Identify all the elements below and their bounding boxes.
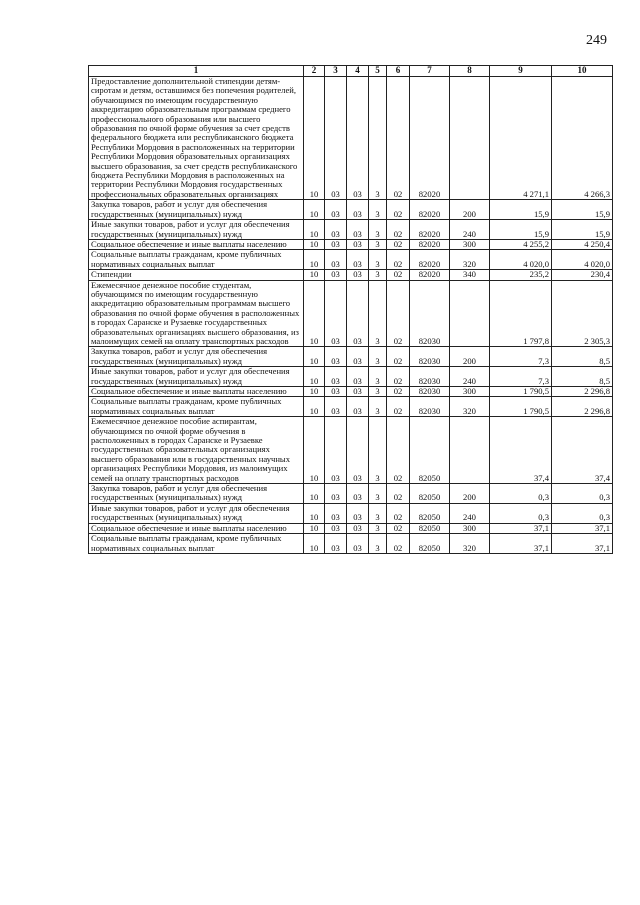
row-c2-cell: 10 <box>304 77 325 200</box>
row-c8-cell: 240 <box>450 220 490 240</box>
row-name-cell: Ежемесячное денежное пособие студентам, обучающимся по имеющим государственную аккредитацию образовательным программам высшего образования по очной форме обучения в расположенных в городах Саранске и Рузаевке государственных образовательных организациях высшего образования, из малоимущих семей на оплату транспортных расходов <box>89 280 304 347</box>
row-name-cell: Социальные выплаты гражданам, кроме публичных нормативных социальных выплат <box>89 534 304 554</box>
row-c4-cell: 03 <box>347 484 369 504</box>
row-c7-cell: 82020 <box>410 250 450 270</box>
row-name-cell: Закупка товаров, работ и услуг для обеспечения государственных (муниципальных) нужд <box>89 200 304 220</box>
row-c6-cell: 02 <box>387 220 410 240</box>
row-c3-cell: 03 <box>325 503 347 523</box>
row-c3-cell: 03 <box>325 250 347 270</box>
row-c9-cell: 7,3 <box>490 367 552 387</box>
row-c2-cell: 10 <box>304 503 325 523</box>
row-c3-cell: 03 <box>325 484 347 504</box>
row-c6-cell: 02 <box>387 523 410 533</box>
row-c4-cell: 03 <box>347 347 369 367</box>
row-c7-cell: 82050 <box>410 417 450 484</box>
row-c3-cell: 03 <box>325 397 347 417</box>
row-name-cell: Предоставление дополнительной стипендии детям-сиротам и детям, оставшимся без попечения родителей, обучающимся по имеющим государственную аккредитацию образовательным программам среднего профессионального образования или высшего образования по очной форме обучения за счет средств федерального бюджета или республиканского бюджета Республики Мордовия в расположенных на территории Республики Мордовия образовательных организациях высшего образования, за счет средств республиканского бюджета Республики Мордовия в расположенных на территории Республики Мордовия государственных профессиональных образовательных организациях <box>89 77 304 200</box>
row-c5-cell: 3 <box>369 220 387 240</box>
row-c7-cell: 82050 <box>410 484 450 504</box>
row-c9-cell: 15,9 <box>490 200 552 220</box>
row-c6-cell: 02 <box>387 397 410 417</box>
row-c2-cell: 10 <box>304 347 325 367</box>
row-c10-cell: 4 020,0 <box>552 250 613 270</box>
row-c10-cell: 37,1 <box>552 523 613 533</box>
row-c5-cell: 3 <box>369 200 387 220</box>
row-c5-cell: 3 <box>369 239 387 249</box>
row-c5-cell: 3 <box>369 417 387 484</box>
row-c9-cell: 0,3 <box>490 484 552 504</box>
row-c3-cell: 03 <box>325 347 347 367</box>
row-c8-cell: 320 <box>450 397 490 417</box>
row-c3-cell: 03 <box>325 220 347 240</box>
row-c5-cell: 3 <box>369 523 387 533</box>
row-c2-cell: 10 <box>304 523 325 533</box>
row-c5-cell: 3 <box>369 534 387 554</box>
row-c6-cell: 02 <box>387 250 410 270</box>
row-c10-cell: 37,4 <box>552 417 613 484</box>
row-c6-cell: 02 <box>387 200 410 220</box>
column-header-8: 8 <box>450 66 490 77</box>
row-c9-cell: 4 255,2 <box>490 239 552 249</box>
row-c8-cell: 200 <box>450 200 490 220</box>
row-c4-cell: 03 <box>347 280 369 347</box>
row-c6-cell: 02 <box>387 417 410 484</box>
row-name-cell: Иные закупки товаров, работ и услуг для обеспечения государственных (муниципальных) нужд <box>89 503 304 523</box>
row-name-cell: Стипендии <box>89 270 304 280</box>
row-c8-cell: 200 <box>450 347 490 367</box>
row-c7-cell: 82020 <box>410 220 450 240</box>
table-row <box>89 77 613 200</box>
table-row <box>89 200 613 220</box>
row-c10-cell: 0,3 <box>552 503 613 523</box>
row-c2-cell: 10 <box>304 534 325 554</box>
column-header-10: 10 <box>552 66 613 77</box>
table-row <box>89 503 613 523</box>
row-c5-cell: 3 <box>369 77 387 200</box>
row-c10-cell: 2 305,3 <box>552 280 613 347</box>
row-c8-cell <box>450 77 490 200</box>
row-c8-cell: 240 <box>450 503 490 523</box>
row-c10-cell: 8,5 <box>552 367 613 387</box>
row-c10-cell: 4 266,3 <box>552 77 613 200</box>
row-c4-cell: 03 <box>347 503 369 523</box>
row-c3-cell: 03 <box>325 280 347 347</box>
row-c3-cell: 03 <box>325 270 347 280</box>
row-c7-cell: 82030 <box>410 280 450 347</box>
row-name-cell: Социальное обеспечение и иные выплаты населению <box>89 387 304 397</box>
row-c3-cell: 03 <box>325 523 347 533</box>
row-c6-cell: 02 <box>387 367 410 387</box>
table-row <box>89 534 613 554</box>
row-c5-cell: 3 <box>369 280 387 347</box>
row-c7-cell: 82050 <box>410 523 450 533</box>
row-c3-cell: 03 <box>325 534 347 554</box>
row-c3-cell: 03 <box>325 367 347 387</box>
row-c7-cell: 82030 <box>410 387 450 397</box>
row-name-cell: Иные закупки товаров, работ и услуг для обеспечения государственных (муниципальных) нужд <box>89 220 304 240</box>
row-c10-cell: 230,4 <box>552 270 613 280</box>
row-c9-cell: 37,1 <box>490 523 552 533</box>
column-header-7: 7 <box>410 66 450 77</box>
table-row <box>89 484 613 504</box>
row-c2-cell: 10 <box>304 397 325 417</box>
row-c4-cell: 03 <box>347 397 369 417</box>
row-c8-cell <box>450 280 490 347</box>
row-c4-cell: 03 <box>347 534 369 554</box>
row-c2-cell: 10 <box>304 387 325 397</box>
table-row <box>89 367 613 387</box>
row-c4-cell: 03 <box>347 417 369 484</box>
column-header-9: 9 <box>490 66 552 77</box>
row-c7-cell: 82030 <box>410 347 450 367</box>
table-row <box>89 280 613 347</box>
row-c10-cell: 0,3 <box>552 484 613 504</box>
row-c9-cell: 15,9 <box>490 220 552 240</box>
row-c10-cell: 2 296,8 <box>552 387 613 397</box>
row-c9-cell: 37,1 <box>490 534 552 554</box>
row-c7-cell: 82020 <box>410 200 450 220</box>
row-c5-cell: 3 <box>369 484 387 504</box>
row-c7-cell: 82020 <box>410 270 450 280</box>
row-c5-cell: 3 <box>369 250 387 270</box>
row-c9-cell: 0,3 <box>490 503 552 523</box>
header-row <box>89 66 613 77</box>
row-c6-cell: 02 <box>387 387 410 397</box>
table-row <box>89 523 613 533</box>
row-c8-cell: 300 <box>450 239 490 249</box>
row-c2-cell: 10 <box>304 220 325 240</box>
row-c8-cell: 320 <box>450 534 490 554</box>
row-c3-cell: 03 <box>325 387 347 397</box>
row-c6-cell: 02 <box>387 347 410 367</box>
row-c3-cell: 03 <box>325 417 347 484</box>
row-c7-cell: 82020 <box>410 77 450 200</box>
row-c2-cell: 10 <box>304 484 325 504</box>
column-header-3: 3 <box>325 66 347 77</box>
row-c5-cell: 3 <box>369 270 387 280</box>
row-name-cell: Социальное обеспечение и иные выплаты населению <box>89 523 304 533</box>
row-c7-cell: 82030 <box>410 367 450 387</box>
row-c8-cell: 240 <box>450 367 490 387</box>
row-c6-cell: 02 <box>387 484 410 504</box>
row-c2-cell: 10 <box>304 239 325 249</box>
row-c6-cell: 02 <box>387 534 410 554</box>
row-c4-cell: 03 <box>347 270 369 280</box>
row-c2-cell: 10 <box>304 270 325 280</box>
table-row <box>89 387 613 397</box>
row-c2-cell: 10 <box>304 200 325 220</box>
row-c10-cell: 15,9 <box>552 200 613 220</box>
table-row <box>89 220 613 240</box>
row-name-cell: Закупка товаров, работ и услуг для обеспечения государственных (муниципальных) нужд <box>89 347 304 367</box>
row-c4-cell: 03 <box>347 200 369 220</box>
row-c7-cell: 82050 <box>410 503 450 523</box>
row-c2-cell: 10 <box>304 417 325 484</box>
row-c10-cell: 15,9 <box>552 220 613 240</box>
row-c5-cell: 3 <box>369 503 387 523</box>
row-c9-cell: 4 271,1 <box>490 77 552 200</box>
row-name-cell: Социальное обеспечение и иные выплаты населению <box>89 239 304 249</box>
row-c4-cell: 03 <box>347 77 369 200</box>
row-name-cell: Ежемесячное денежное пособие аспирантам, обучающимся по очной форме обучения в расположенных в городах Саранске и Рузаевке государственных образовательных организациях высшего образования или в государственных научных организациях Республики Мордовия, из малоимущих семей на оплату транспортных расходов <box>89 417 304 484</box>
row-c6-cell: 02 <box>387 77 410 200</box>
row-c9-cell: 1 797,8 <box>490 280 552 347</box>
row-c7-cell: 82050 <box>410 534 450 554</box>
row-c8-cell <box>450 417 490 484</box>
row-c8-cell: 300 <box>450 387 490 397</box>
row-c9-cell: 4 020,0 <box>490 250 552 270</box>
column-header-1: 1 <box>89 66 304 77</box>
column-header-4: 4 <box>347 66 369 77</box>
row-c2-cell: 10 <box>304 367 325 387</box>
row-c3-cell: 03 <box>325 200 347 220</box>
page-number: 249 <box>586 33 607 48</box>
row-c2-cell: 10 <box>304 280 325 347</box>
row-c10-cell: 37,1 <box>552 534 613 554</box>
row-c7-cell: 82030 <box>410 397 450 417</box>
table-row <box>89 347 613 367</box>
row-c10-cell: 2 296,8 <box>552 397 613 417</box>
row-c7-cell: 82020 <box>410 239 450 249</box>
row-c4-cell: 03 <box>347 387 369 397</box>
row-c5-cell: 3 <box>369 387 387 397</box>
row-c2-cell: 10 <box>304 250 325 270</box>
row-name-cell: Социальные выплаты гражданам, кроме публичных нормативных социальных выплат <box>89 397 304 417</box>
row-c10-cell: 4 250,4 <box>552 239 613 249</box>
table-row <box>89 239 613 249</box>
row-c9-cell: 37,4 <box>490 417 552 484</box>
row-c5-cell: 3 <box>369 347 387 367</box>
row-c5-cell: 3 <box>369 397 387 417</box>
row-name-cell: Иные закупки товаров, работ и услуг для обеспечения государственных (муниципальных) нужд <box>89 367 304 387</box>
row-name-cell: Социальные выплаты гражданам, кроме публичных нормативных социальных выплат <box>89 250 304 270</box>
table-body <box>89 77 613 554</box>
row-c5-cell: 3 <box>369 367 387 387</box>
row-name-cell: Закупка товаров, работ и услуг для обеспечения государственных (муниципальных) нужд <box>89 484 304 504</box>
row-c8-cell: 200 <box>450 484 490 504</box>
column-header-2: 2 <box>304 66 325 77</box>
row-c4-cell: 03 <box>347 220 369 240</box>
row-c9-cell: 1 790,5 <box>490 397 552 417</box>
row-c8-cell: 320 <box>450 250 490 270</box>
row-c6-cell: 02 <box>387 239 410 249</box>
row-c4-cell: 03 <box>347 367 369 387</box>
row-c4-cell: 03 <box>347 239 369 249</box>
column-header-5: 5 <box>369 66 387 77</box>
row-c3-cell: 03 <box>325 239 347 249</box>
row-c6-cell: 02 <box>387 280 410 347</box>
row-c4-cell: 03 <box>347 523 369 533</box>
row-c9-cell: 1 790,5 <box>490 387 552 397</box>
row-c9-cell: 7,3 <box>490 347 552 367</box>
row-c9-cell: 235,2 <box>490 270 552 280</box>
row-c6-cell: 02 <box>387 503 410 523</box>
table-row <box>89 250 613 270</box>
table-row <box>89 417 613 484</box>
row-c8-cell: 300 <box>450 523 490 533</box>
row-c6-cell: 02 <box>387 270 410 280</box>
table-row <box>89 397 613 417</box>
budget-table <box>88 65 613 554</box>
column-header-6: 6 <box>387 66 410 77</box>
row-c4-cell: 03 <box>347 250 369 270</box>
row-c10-cell: 8,5 <box>552 347 613 367</box>
row-c3-cell: 03 <box>325 77 347 200</box>
row-c8-cell: 340 <box>450 270 490 280</box>
table-row <box>89 270 613 280</box>
